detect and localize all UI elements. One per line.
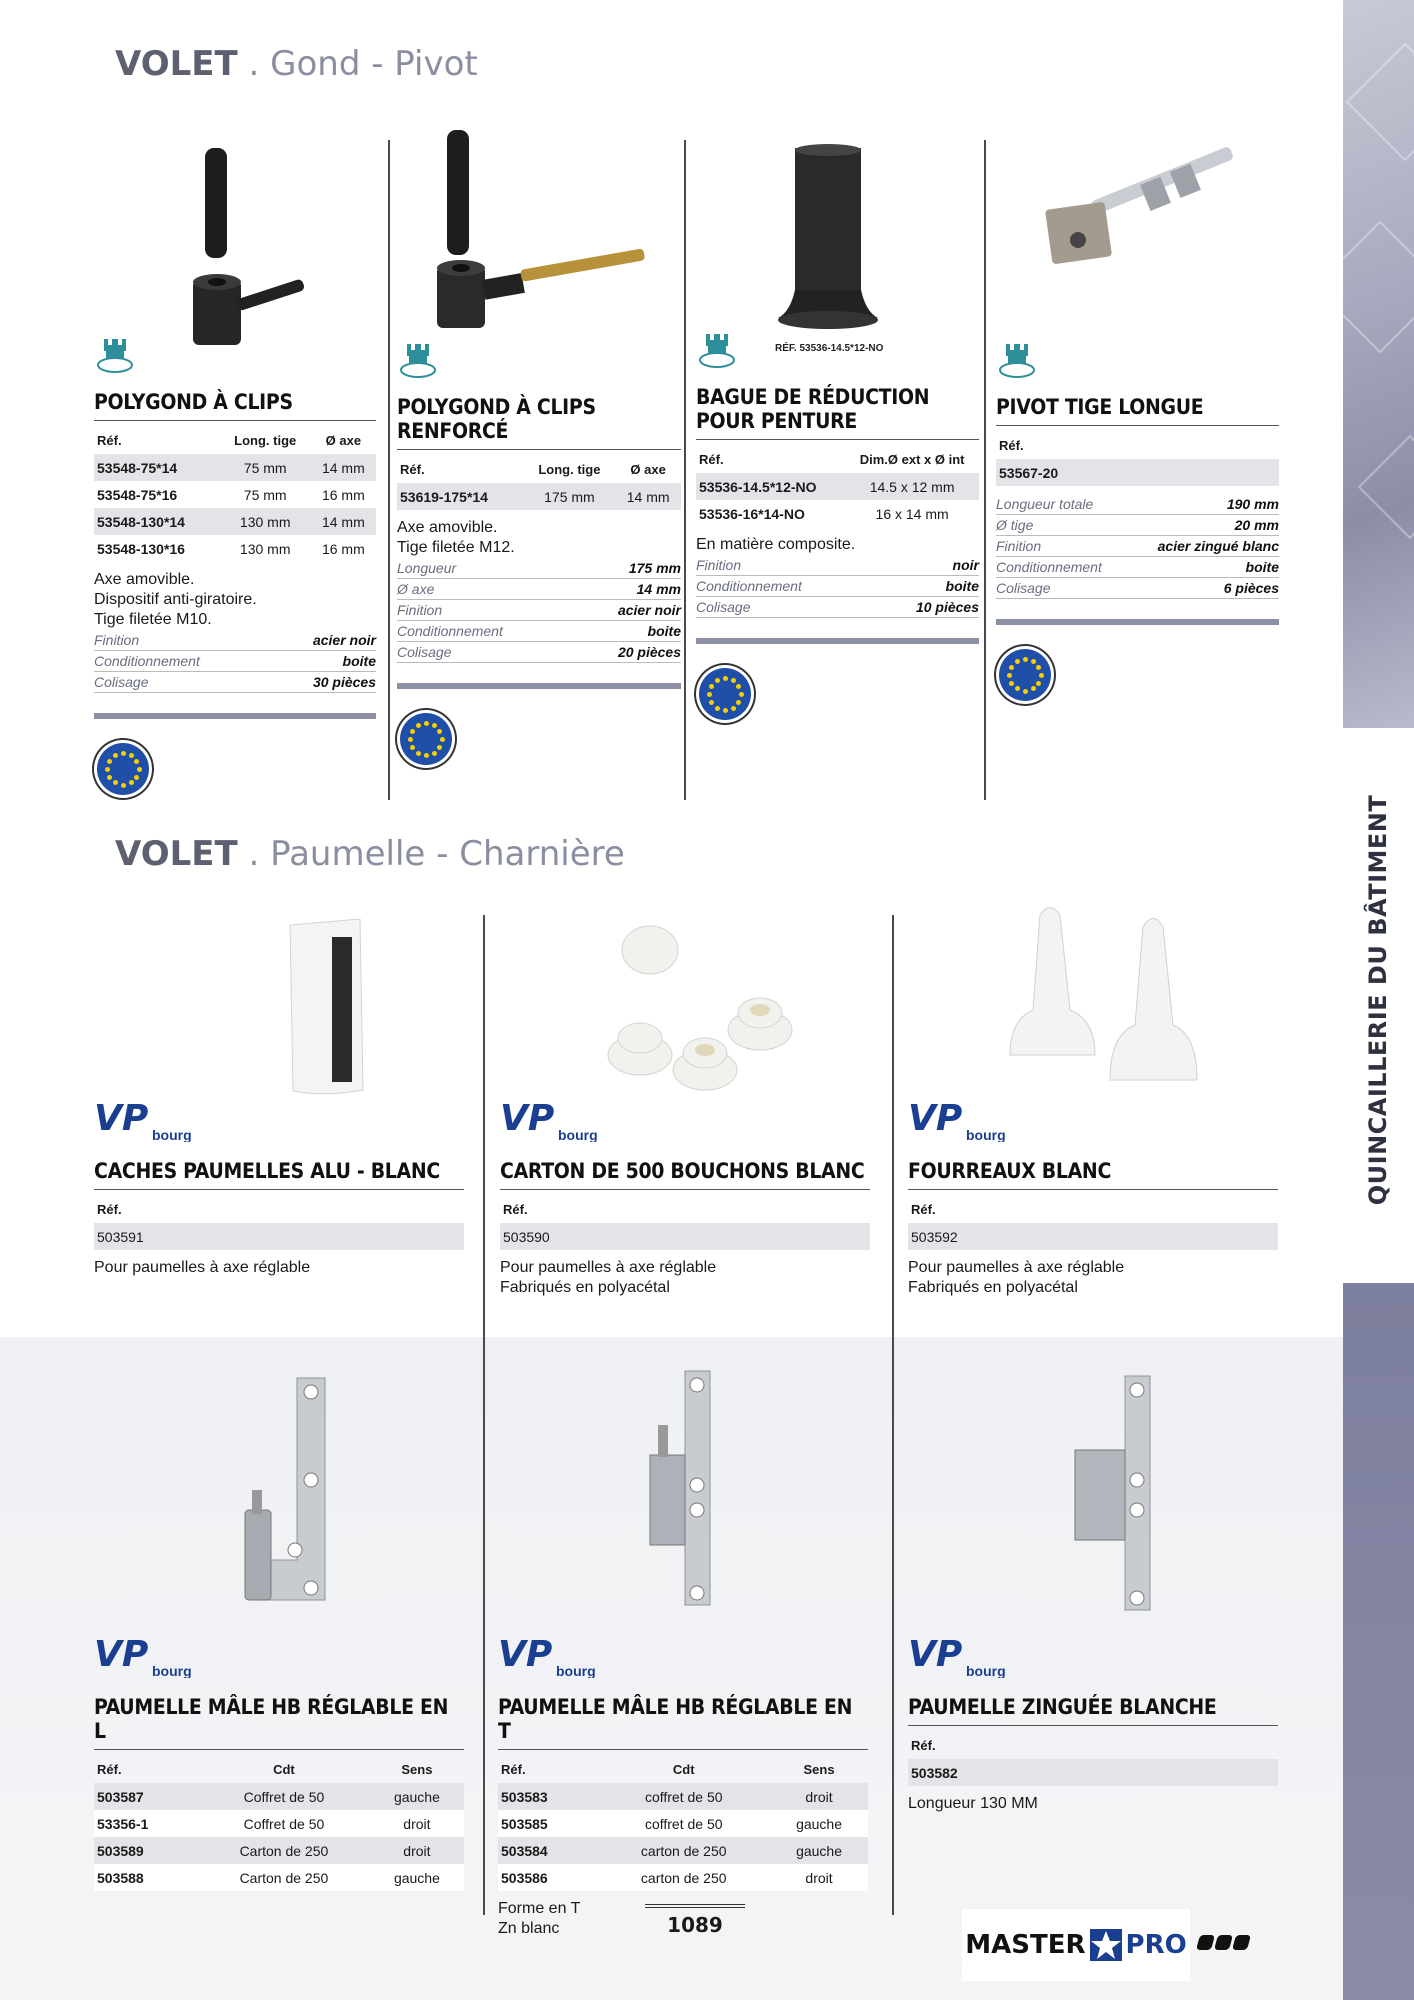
table-row: 503584 carton de 250 gauche	[498, 1837, 868, 1864]
sidebar-category-label: QUINCAILLERIE DU BÂTIMENT	[1364, 794, 1392, 1206]
polygond-clips-image	[185, 140, 315, 355]
reference-table: Réf. 53567-20	[996, 432, 1279, 486]
product-pivot-tige-longue	[996, 340, 1279, 701]
vp-bourg-logo	[94, 1098, 204, 1142]
svg-text:bourg: bourg	[966, 1127, 1006, 1142]
table-row: 503591	[94, 1223, 464, 1250]
product-description: Longueur 130 MM	[908, 1795, 1038, 1813]
table-row: 503582	[908, 1759, 1278, 1786]
table-row: 53536-16*14-NO 16 x 14 mm	[699, 505, 949, 522]
table-row: 503588 Carton de 250 gauche	[94, 1864, 464, 1891]
paumelle-l-image	[235, 1370, 345, 1610]
table-row: 53548-75*14 75 mm 14 mm	[94, 454, 376, 481]
reference-table: Réf. Long. tige Ø axe 53548-75*14 75 mm 14 mm 53548-75*16 75 mm 16 mm 53548-130*14 130 mm 14 mm 53548-130*16 130 mm 16 mm	[94, 427, 376, 562]
spec-list: Finition acier noir Conditionnement boite Colisage 30 pièces	[94, 630, 376, 693]
vp-bourg-logo	[498, 1634, 608, 1678]
accent-bar	[397, 683, 681, 689]
product-description: Pour paumelles à axe réglable Fabriqués en polyacétal	[500, 1259, 717, 1297]
svg-text:bourg: bourg	[558, 1127, 598, 1142]
table-row: 53548-75*16 75 mm 16 mm	[97, 486, 365, 503]
spec-list: Finition noir Conditionnement boite Colisage 10 pièces	[696, 555, 979, 618]
column-divider	[892, 915, 894, 1915]
tordel-logo	[698, 330, 736, 370]
sidebar-bottom-block	[1343, 1283, 1414, 2000]
product-description: Axe amovible. Dispositif anti-giratoire. Tige filetée M10.	[94, 571, 257, 629]
bague-reference-caption: RÉF. 53536-14.5*12-NO	[775, 343, 884, 354]
svg-text:bourg: bourg	[152, 1663, 192, 1678]
decorative-dots	[1198, 1935, 1249, 1950]
eu-flag-icon	[999, 649, 1051, 701]
svg-text:VP: VP	[498, 1634, 553, 1675]
vp-bourg-logo	[94, 1634, 204, 1678]
sidebar-decoration	[1343, 0, 1414, 728]
product-title: BAGUE DE RÉDUCTION POUR PENTURE	[696, 385, 979, 440]
svg-text:VP: VP	[94, 1098, 149, 1139]
star-icon	[1088, 1927, 1124, 1963]
reference-table: Réf. 503590	[500, 1196, 870, 1250]
caches-paumelles-image	[285, 915, 370, 1100]
product-bouchons	[500, 1098, 870, 1298]
tordel-logo	[399, 340, 437, 380]
product-description: Pour paumelles à axe réglable	[94, 1259, 311, 1277]
product-paumelle-t	[498, 1634, 868, 1939]
pivot-tige-longue-image	[1040, 140, 1250, 300]
table-row: 503592	[908, 1223, 1278, 1250]
masterpro-logo: MASTER PRO	[962, 1909, 1190, 1981]
table-row: 53548-130*16 130 mm 16 mm	[97, 540, 365, 557]
product-title: PAUMELLE MÂLE HB RÉGLABLE EN T	[498, 1695, 868, 1750]
product-description: Pour paumelles à axe réglable Fabriqués en polyacétal	[908, 1259, 1125, 1297]
vp-bourg-logo	[908, 1098, 1018, 1142]
product-title: PAUMELLE ZINGUÉE BLANCHE	[908, 1695, 1278, 1726]
reference-table: Réf. Cdt Sens 503587 Coffret de 50 gauche 53356-1 Coffret de 50 droit 503589 Carton de 250 droit 503588 Carton de 250 gauche	[94, 1756, 464, 1891]
accent-bar	[996, 619, 1279, 625]
tordel-logo	[96, 335, 134, 375]
product-bague-reduction	[696, 330, 979, 720]
svg-text:VP: VP	[94, 1634, 149, 1675]
bouchons-image	[590, 920, 820, 1100]
product-description: Forme en T Zn blanc	[498, 1900, 581, 1938]
reference-table: Réf. Dim.Ø ext x Ø int 53536-14.5*12-NO 14.5 x 12 mm 53536-16*14-NO 16 x 14 mm	[696, 446, 979, 527]
product-title: PIVOT TIGE LONGUE	[996, 395, 1279, 426]
product-title: PAUMELLE MÂLE HB RÉGLABLE EN L	[94, 1695, 464, 1750]
product-polygond-clips	[94, 335, 376, 795]
column-divider	[684, 140, 686, 800]
eu-flag-icon	[97, 743, 149, 795]
reference-table: Réf. 503592	[908, 1196, 1278, 1250]
eu-flag-icon	[400, 713, 452, 765]
product-paumelle-l	[94, 1634, 464, 1891]
svg-text:VP: VP	[908, 1098, 963, 1139]
table-row: 503589 Carton de 250 droit	[94, 1837, 464, 1864]
table-row: 503587 Coffret de 50 gauche	[94, 1783, 464, 1810]
accent-bar	[94, 713, 376, 719]
table-row: 53619-175*14 175 mm 14 mm	[397, 483, 681, 510]
table-row: 53536-14.5*12-NO 14.5 x 12 mm	[696, 473, 979, 500]
product-fourreaux	[908, 1098, 1278, 1298]
product-title: FOURREAUX BLANC	[908, 1159, 1278, 1190]
reference-table: Réf. 503582	[908, 1732, 1278, 1786]
polygond-renforce-image	[432, 128, 652, 338]
product-description: En matière composite.	[696, 536, 856, 554]
column-divider	[984, 140, 986, 800]
svg-text:bourg: bourg	[966, 1663, 1006, 1678]
product-description: Axe amovible. Tige filetée M12.	[397, 519, 515, 557]
reference-table: Réf. Cdt Sens 503583 coffret de 50 droit 503585 coffret de 50 gauche 503584 carton de 250 gauche 503586 carton de 250 droit	[498, 1756, 868, 1891]
table-row: 53567-20	[996, 459, 1279, 486]
table-row: 53548-130*14 130 mm 14 mm	[94, 508, 376, 535]
product-paumelle-zinguee	[908, 1634, 1278, 1814]
page-number: 1089	[645, 1913, 745, 1937]
product-title: CACHES PAUMELLES ALU - BLANC	[94, 1159, 464, 1190]
section-title-gond: VOLET . Gond - Pivot	[115, 44, 478, 84]
table-row: 503585 coffret de 50 gauche	[498, 1810, 868, 1837]
fourreaux-image	[1005, 905, 1205, 1100]
product-title: CARTON DE 500 BOUCHONS BLANC	[500, 1159, 870, 1190]
tordel-logo	[998, 340, 1036, 380]
vp-bourg-logo	[500, 1098, 610, 1142]
column-divider	[483, 915, 485, 1915]
column-divider	[388, 140, 390, 800]
svg-text:VP: VP	[500, 1098, 555, 1139]
eu-flag-icon	[699, 668, 751, 720]
table-row: 503586 carton de 250 droit	[498, 1864, 868, 1891]
product-polygond-renforce	[397, 340, 681, 765]
table-row: 503583 coffret de 50 droit	[498, 1783, 868, 1810]
table-row: 503590	[500, 1223, 870, 1250]
svg-text:bourg: bourg	[152, 1127, 192, 1142]
paumelle-t-image	[630, 1365, 740, 1615]
accent-bar	[696, 638, 979, 644]
section-title-paumelle: VOLET . Paumelle - Charnière	[115, 834, 625, 874]
table-row: 53356-1 Coffret de 50 droit	[94, 1810, 464, 1837]
reference-table: Réf. Long. tige Ø axe 53619-175*14 175 mm 14 mm	[397, 456, 681, 510]
product-title: POLYGOND À CLIPS	[94, 390, 376, 421]
spec-list: Longueur totale 190 mm Ø tige 20 mm Finition acier zingué blanc Conditionnement boite Colisage 6 pièces	[996, 494, 1279, 599]
product-title: POLYGOND À CLIPS RENFORCÉ	[397, 395, 681, 450]
svg-text:bourg: bourg	[556, 1663, 596, 1678]
product-caches-paumelles	[94, 1098, 464, 1278]
vp-bourg-logo	[908, 1634, 1018, 1678]
spec-list: Longueur 175 mm Ø axe 14 mm Finition acier noir Conditionnement boite Colisage 20 pièces	[397, 558, 681, 663]
paumelle-zinguee-image	[1050, 1370, 1170, 1620]
bague-reduction-image	[770, 140, 890, 340]
svg-text:VP: VP	[908, 1634, 963, 1675]
reference-table: Réf. 503591	[94, 1196, 464, 1250]
